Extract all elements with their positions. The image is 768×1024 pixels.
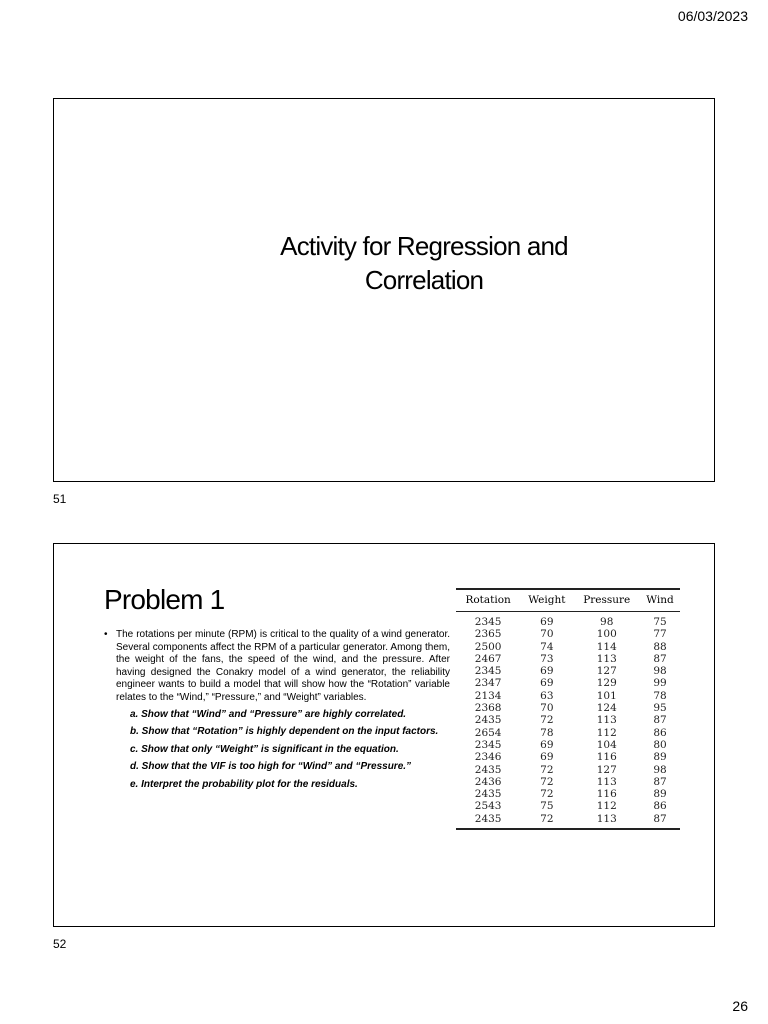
cell-weight: 74	[540, 640, 554, 653]
cell-rotation: 2654	[474, 726, 502, 739]
problem-body	[104, 629, 450, 796]
slide-title	[214, 229, 634, 297]
cell-wind: 86	[653, 800, 667, 813]
cell-pressure: 100	[596, 628, 617, 641]
cell-wind: 99	[653, 677, 667, 690]
cell-pressure: 112	[596, 726, 617, 739]
cell-weight: 72	[540, 775, 554, 788]
cell-rotation: 2435	[474, 788, 502, 801]
cell-pressure: 127	[596, 665, 617, 678]
cell-weight: 70	[540, 628, 554, 641]
table-row	[456, 612, 680, 629]
question-item: d. Show that the VIF is too high for “Wind” and “Pressure.”	[130, 761, 412, 773]
cell-wind: 77	[653, 628, 667, 641]
cell-wind: 95	[653, 702, 667, 715]
cell-wind: 87	[640, 813, 680, 829]
cell-pressure: 113	[573, 813, 640, 829]
table-body	[456, 612, 680, 830]
cell-pressure: 104	[596, 738, 617, 751]
cell-rotation: 2365	[474, 628, 502, 641]
column-header-pressure: Pressure	[573, 589, 640, 612]
cell-pressure: 98	[600, 616, 614, 628]
table-header-row	[456, 589, 680, 612]
cell-weight: 72	[540, 763, 554, 776]
cell-pressure: 114	[596, 640, 617, 653]
cell-rotation: 2345	[474, 616, 502, 628]
cell-wind: 88	[653, 640, 667, 653]
bullet-icon: •	[104, 629, 108, 640]
page-number: 26	[732, 998, 748, 1014]
cell-weight: 69	[540, 738, 554, 751]
cell-weight: 69	[540, 616, 554, 628]
slide-52	[53, 543, 715, 927]
cell-wind: 98	[653, 665, 667, 678]
table-row	[456, 653, 680, 665]
table-row	[456, 641, 680, 653]
cell-weight: 69	[540, 677, 554, 690]
cell-wind: 86	[653, 726, 667, 739]
slide-number-52: 52	[53, 937, 67, 951]
column-header-weight: Weight	[520, 589, 573, 612]
cell-rotation: 2345	[474, 738, 502, 751]
cell-pressure: 113	[596, 775, 617, 788]
cell-wind: 87	[653, 652, 667, 665]
cell-wind: 98	[653, 763, 667, 776]
cell-pressure: 113	[596, 652, 617, 665]
table-row	[456, 690, 680, 702]
slide-51	[53, 98, 715, 482]
table-row	[456, 727, 680, 739]
cell-rotation: 2345	[474, 665, 502, 678]
cell-rotation: 2467	[474, 652, 502, 665]
cell-wind: 78	[653, 689, 667, 702]
cell-wind: 87	[653, 714, 667, 727]
column-header-wind: Wind	[640, 589, 680, 612]
table-row	[456, 677, 680, 689]
cell-pressure: 116	[596, 751, 617, 764]
slide-number-51: 51	[53, 492, 67, 506]
question-list	[130, 709, 450, 792]
cell-pressure: 127	[596, 763, 617, 776]
cell-wind: 75	[653, 616, 667, 628]
table-row	[456, 788, 680, 800]
cell-pressure: 101	[596, 689, 617, 702]
cell-wind: 89	[653, 788, 667, 801]
problem-statement: The rotations per minute (RPM) is critical to the quality of a wind generator. Several components affect the RPM of a particular generator. Among them, the weight of the fans, the speed of the wind, and the pressure. After having designed the Conakry model of a wind generator, the reliability engineer wants to build a model that will show how the “Rotation” variable relates to the “Wind,” “Pressure,” and “Weight” variables.	[116, 629, 450, 703]
cell-rotation: 2435	[474, 763, 502, 776]
cell-pressure: 113	[596, 714, 617, 727]
table-row	[456, 714, 680, 726]
table-row	[456, 776, 680, 788]
cell-weight: 75	[540, 800, 554, 813]
cell-wind: 80	[653, 738, 667, 751]
cell-rotation: 2347	[474, 677, 502, 690]
cell-weight: 72	[540, 788, 554, 801]
cell-rotation: 2500	[474, 640, 502, 653]
cell-pressure: 116	[596, 788, 617, 801]
question-item: a. Show that “Wind” and “Pressure” are highly correlated.	[130, 708, 407, 720]
table-row	[456, 800, 680, 812]
table-row	[456, 764, 680, 776]
slide-title-line-1: Activity for Regression and	[280, 231, 568, 261]
question-item: c. Show that only “Weight” is significant in the equation.	[130, 743, 399, 755]
cell-pressure: 124	[596, 702, 617, 715]
cell-weight: 69	[540, 751, 554, 764]
question-item: b. Show that “Rotation” is highly dependent on the input factors.	[130, 726, 439, 738]
cell-weight: 70	[540, 702, 554, 715]
question-item: e. Interpret the probability plot for the residuals.	[130, 778, 358, 790]
table-row	[456, 751, 680, 763]
slide-title: Problem 1	[104, 584, 225, 615]
cell-rotation: 2543	[474, 800, 502, 813]
cell-rotation: 2435	[474, 714, 502, 727]
cell-weight: 72	[540, 714, 554, 727]
cell-pressure: 129	[596, 677, 617, 690]
table-row	[456, 665, 680, 677]
cell-pressure: 112	[596, 800, 617, 813]
cell-wind: 89	[653, 751, 667, 764]
cell-weight: 73	[540, 652, 554, 665]
cell-rotation: 2134	[474, 689, 502, 702]
cell-weight: 69	[540, 665, 554, 678]
table-row	[456, 702, 680, 714]
table-row	[456, 813, 680, 829]
problem-bullet	[104, 629, 450, 705]
cell-wind: 87	[653, 775, 667, 788]
column-header-rotation: Rotation	[456, 589, 520, 612]
data-table	[456, 588, 680, 830]
table-row	[456, 628, 680, 640]
print-date: 06/03/2023	[677, 8, 748, 24]
slide-title-line-2: Correlation	[364, 265, 484, 295]
cell-weight: 63	[540, 689, 554, 702]
cell-weight: 78	[540, 726, 554, 739]
cell-rotation: 2435	[456, 813, 520, 829]
cell-rotation: 2436	[474, 775, 502, 788]
cell-rotation: 2346	[474, 751, 502, 764]
cell-weight: 72	[520, 813, 573, 829]
cell-rotation: 2368	[474, 702, 502, 715]
table-row	[456, 739, 680, 751]
